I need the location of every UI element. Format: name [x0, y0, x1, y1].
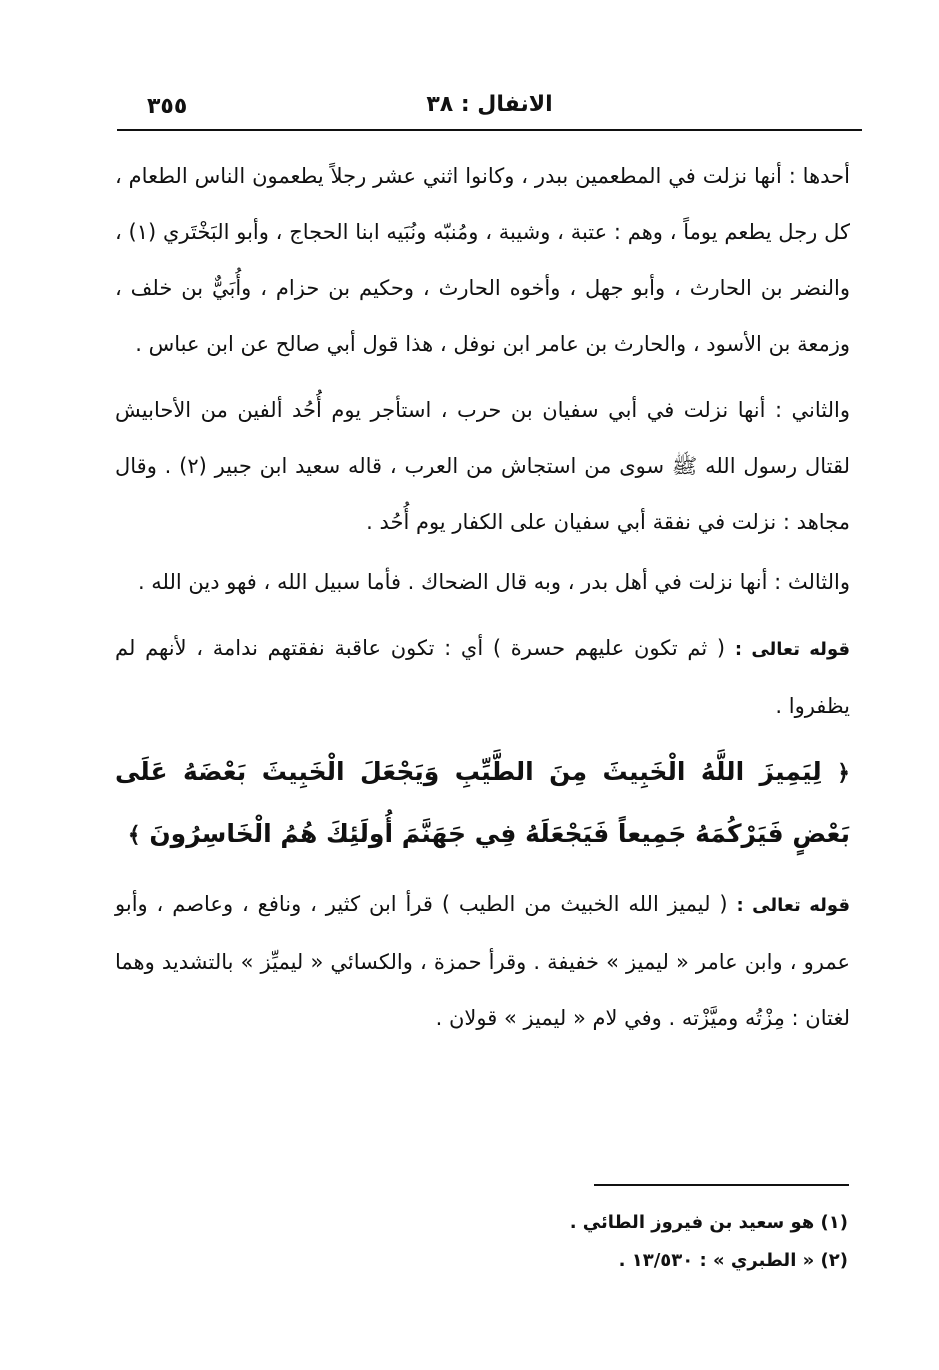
page-number: ٣٥٥ — [147, 94, 188, 119]
header-rule — [117, 129, 862, 131]
verse-text: لِيَمِيزَ اللَّهُ الْخَبِيثَ مِنَ الطَّيِّبِ وَيَجْعَلَ الْخَبِيثَ بَعْضَهُ عَلَى بَعْضٍ فَيَرْكُمَهُ جَمِيعاً فَيَجْعَلَهُ فِي جَهَنَّمَ أُولَئِكَ هُمُ الْخَاسِرُونَ — [115, 757, 850, 848]
paragraph-commentary-regret — [115, 620, 850, 734]
commentary-lead: قوله تعالى : — [736, 895, 850, 916]
quran-verse — [115, 742, 850, 866]
page-header — [117, 88, 862, 128]
commentary-text: ( ثم تكون عليهم حسرة ) أي : تكون عاقبة نفقتهم ندامة ، لأنهم لم يظفروا . — [115, 636, 850, 718]
paragraph-second-opinion: والثاني : أنها نزلت في أبي سفيان بن حرب ، استأجر يوم أُحُد ألفين من الأحابيش لقتال رسول الله ﷺ سوى من استجاش من العرب ، قاله سعيد ابن جبير (٢) . وقال مجاهد : نزلت في نفقة أبي سفيان على الكفار يوم أُحُد . — [115, 398, 850, 534]
paragraph-third-opinion: والثالث : أنها نزلت في أهل بدر ، وبه قال الضحاك . فأما سبيل الله ، فهو دين الله . — [137, 570, 850, 594]
running-title: الانفال : ٣٨ — [426, 92, 553, 117]
commentary-lead: قوله تعالى : — [734, 639, 851, 660]
footnote-1: (١) هو سعيد بن فيروز الطائي . — [569, 1212, 848, 1233]
verse-open-bracket: ﴿ — [837, 761, 850, 786]
commentary-text: ( ليميز الله الخبيث من الطيب ) قرأ ابن كثير ، ونافع ، وعاصم ، وأبو عمرو ، وابن عامر « ليميز » خفيفة . وقرأ حمزة ، والكسائي « ليميِّز » بالتشديد وهما لغتان : مِزْتُه وميَّزْته . وفي لام « ليميز » قولان . — [115, 892, 850, 1030]
paragraph-commentary-readings — [115, 876, 850, 1046]
paragraph-first-opinion: أحدها : أنها نزلت في المطعمين ببدر ، وكانوا اثني عشر رجلاً يطعمون الناس الطعام ، كل رجل يطعم يوماً ، وهم : عتبة ، وشيبة ، ومُنبّه ونُبَيه ابنا الحجاج ، وأبو البَخْتَري (١) ، والنضر بن الحارث ، وأبو جهل ، وأخوه الحارث ، وحكيم بن حزام ، وأُبَيٌّ بن خلف ، وزمعة بن الأسود ، والحارث بن عامر ابن نوفل ، هذا قول أبي صالح عن ابن عباس . — [115, 164, 850, 356]
footnote-2: (٢) « الطبري » : ١٣/٥٣٠ . — [618, 1250, 848, 1271]
verse-close-bracket: ﴾ — [127, 823, 141, 848]
body-text — [115, 148, 850, 1046]
footnotes — [300, 1204, 848, 1280]
footnote-rule — [594, 1184, 849, 1186]
